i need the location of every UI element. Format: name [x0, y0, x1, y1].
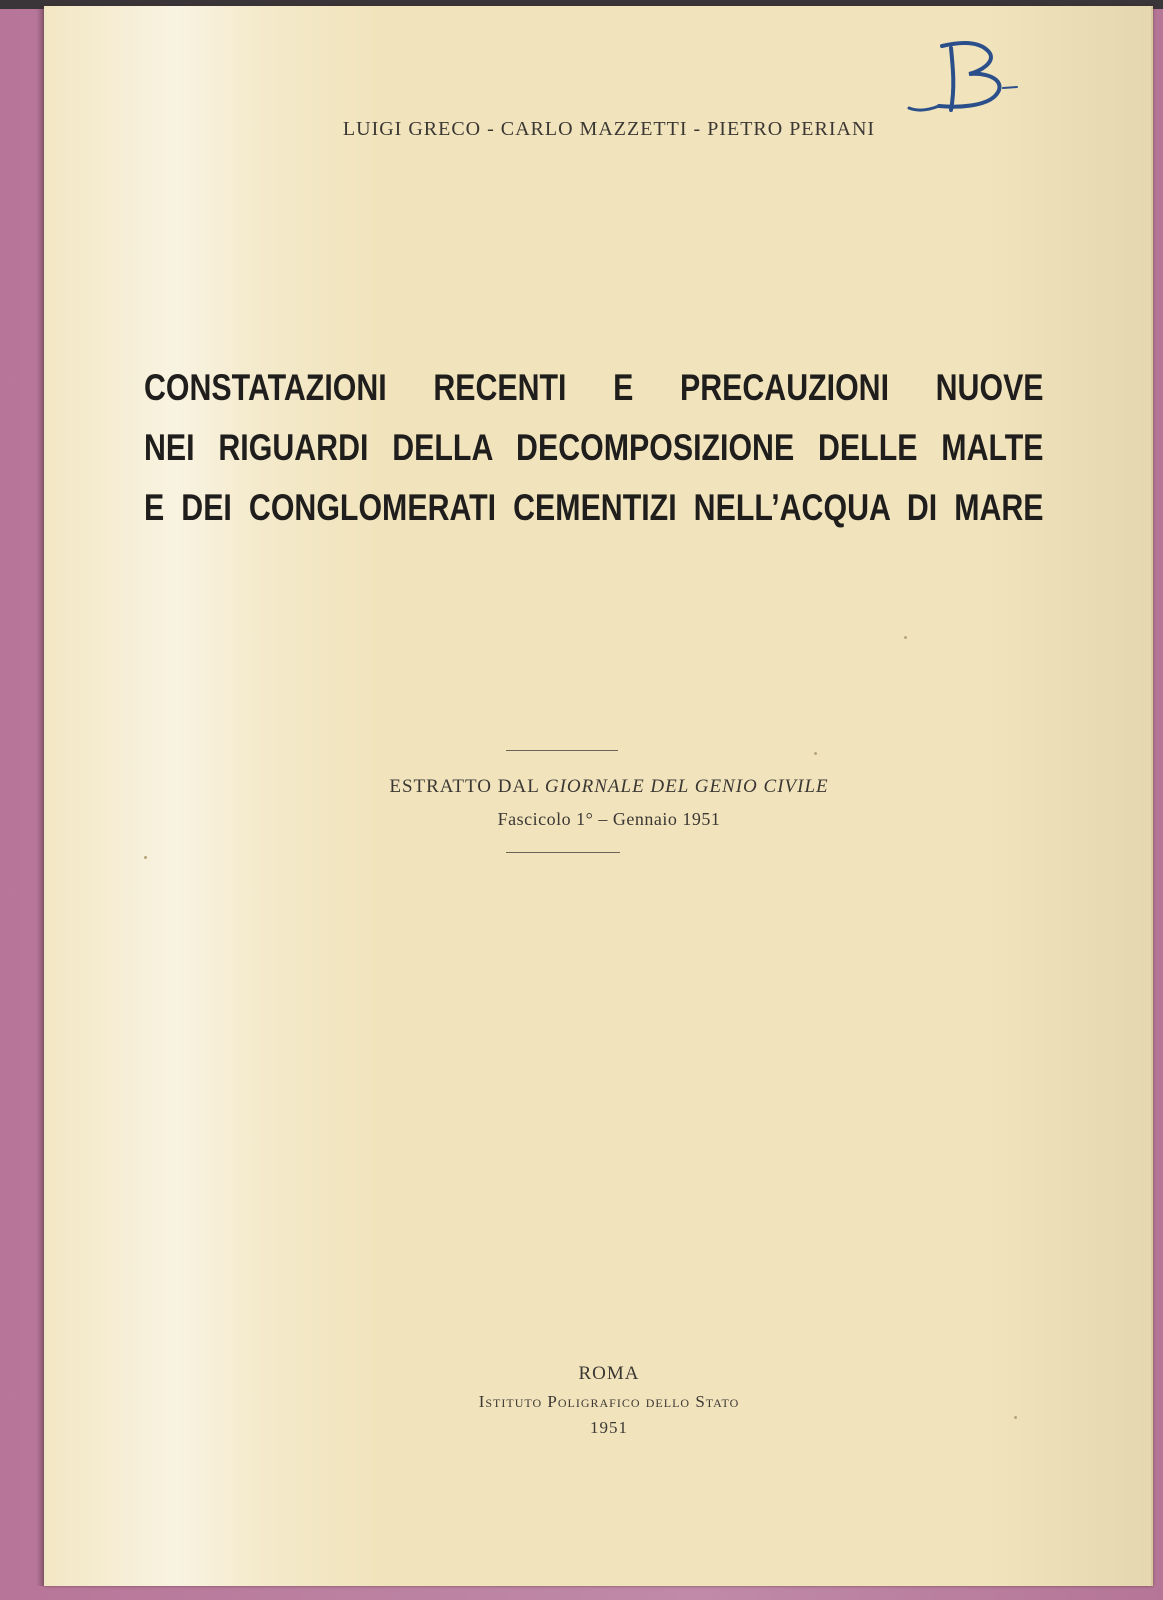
issue-line: Fascicolo 1° – Gennaio 1951 — [497, 809, 721, 829]
paper-speck — [814, 752, 817, 755]
extract-line — [244, 776, 974, 798]
title-line-2: NEI RIGUARDI DELLA DECOMPOSIZIONE DELLE MALTE — [144, 427, 1044, 468]
divider-bottom — [506, 852, 620, 853]
publication-city: ROMA — [578, 1363, 640, 1384]
booklet-cover — [44, 6, 1153, 1586]
divider-top — [506, 750, 618, 751]
authors-line: LUIGI GRECO - CARLO MAZZETTI - PIETRO PERIANI — [342, 118, 876, 140]
handwritten-b-mark — [899, 28, 1079, 128]
document-title — [144, 368, 1044, 548]
publisher-name: Istituto Poligrafico dello Stato — [478, 1392, 740, 1411]
journal-name: GIORNALE DEL GENIO CIVILE — [544, 776, 829, 797]
paper-speck — [904, 636, 907, 639]
title-line-1: CONSTATAZIONI RECENTI E PRECAUZIONI NUOVE — [144, 367, 1044, 408]
title-line-3: E DEI CONGLOMERATI CEMENTIZI NELL’ACQUA DI MARE — [144, 487, 1044, 528]
publication-year: 1951 — [590, 1418, 628, 1437]
paper-speck — [1014, 1416, 1017, 1419]
extract-prefix: ESTRATTO DAL — [389, 776, 540, 797]
paper-speck — [144, 856, 147, 859]
